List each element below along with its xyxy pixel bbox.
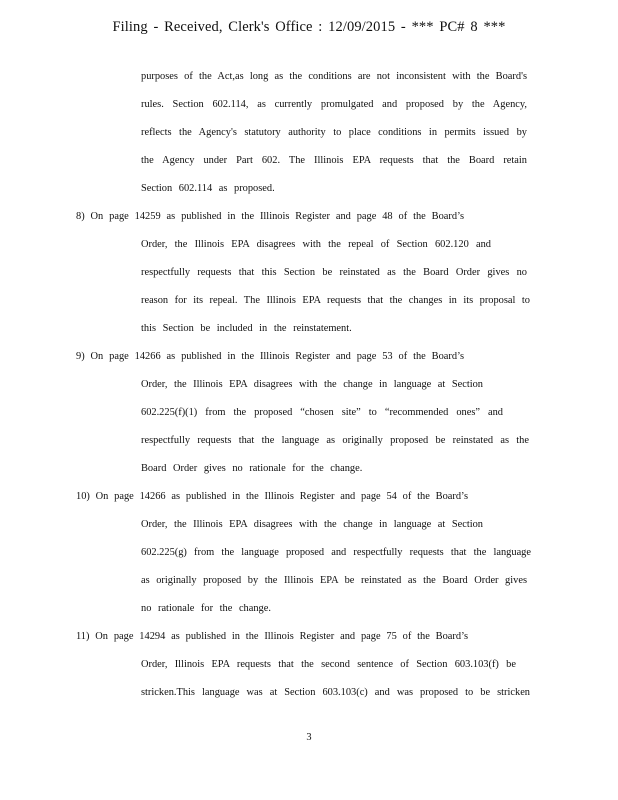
body-line: rules. Section 602.114, as currently promulgated and proposed by the Agency, (141, 99, 527, 110)
body-line: respectfully requests that this Section be reinstated as the Board Order gives no (141, 267, 527, 278)
body-line: reason for its repeal. The Illinois EPA requests that the changes in its proposal to (141, 295, 530, 306)
body-line: Order, the Illinois EPA disagrees with the change in language at Section (141, 519, 483, 530)
page-number: 3 (306, 732, 312, 743)
body-line: 602.225(f)(1) from the proposed “chosen site” to “recommended ones” and (141, 407, 503, 418)
body-line: Order, the Illinois EPA disagrees with the change in language at Section (141, 379, 483, 390)
body-line: Order, Illinois EPA requests that the second sentence of Section 603.103(f) be (141, 659, 516, 670)
body-line: this Section be included in the reinstatement. (141, 323, 352, 334)
body-line: stricken.This language was at Section 603.103(c) and was proposed to be stricken (141, 687, 530, 698)
body-line: Order, the Illinois EPA disagrees with the repeal of Section 602.120 and (141, 239, 491, 250)
body-line: no rationale for the change. (141, 603, 271, 614)
body-line: reflects the Agency's statutory authority to place conditions in permits issued by (141, 127, 527, 138)
body-line: Section 602.114 as proposed. (141, 183, 275, 194)
list-item-9-first-line: 9) On page 14266 as published in the Illinois Register and page 53 of the Board’s (76, 351, 464, 362)
list-item-11-first-line: 11) On page 14294 as published in the Illinois Register and page 75 of the Board’s (76, 631, 468, 642)
body-line: as originally proposed by the Illinois EPA be reinstated as the Board Order gives (141, 575, 527, 586)
body-line: Board Order gives no rationale for the change. (141, 463, 363, 474)
body-line: 602.225(g) from the language proposed and respectfully requests that the language (141, 547, 531, 558)
filing-header: Filing - Received, Clerk's Office : 12/09/2015 - *** PC# 8 *** (112, 19, 506, 35)
list-item-8-first-line: 8) On page 14259 as published in the Illinois Register and page 48 of the Board’s (76, 211, 464, 222)
list-item-10-first-line: 10) On page 14266 as published in the Illinois Register and page 54 of the Board’s (76, 491, 468, 502)
body-line: respectfully requests that the language as originally proposed be reinstated as the (141, 435, 529, 446)
body-line: the Agency under Part 602. The Illinois EPA requests that the Board retain (141, 155, 527, 166)
body-line: purposes of the Act,as long as the conditions are not inconsistent with the Board's (141, 71, 527, 82)
